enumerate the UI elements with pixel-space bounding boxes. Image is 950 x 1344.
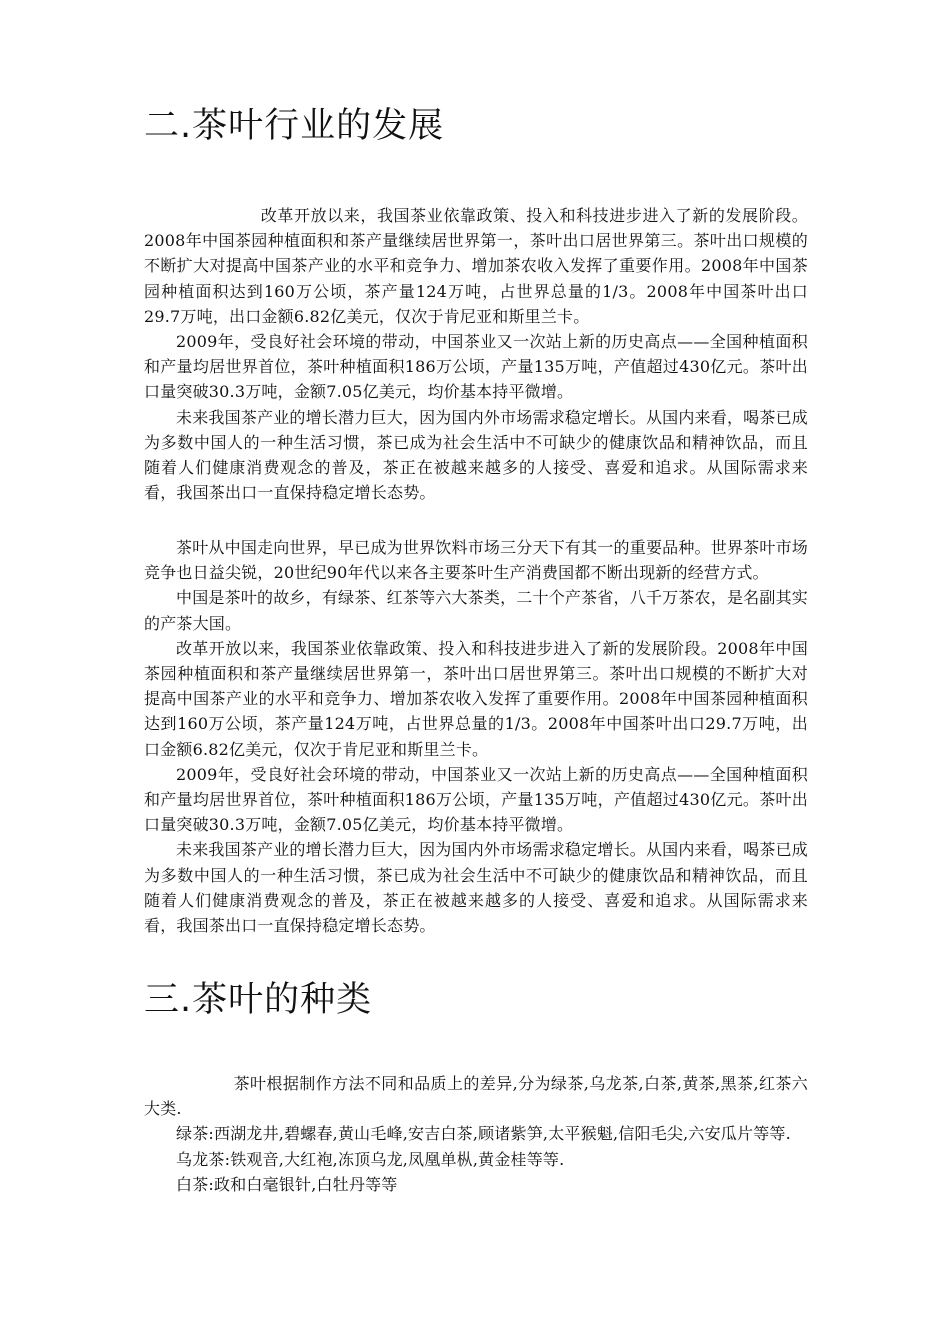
paragraph: 未来我国茶产业的增长潜力巨大，因为国内外市场需求稳定增长。从国内来看，喝茶已成为多数中国人的一种生活习惯，茶已成为社会生活中不可缺少的健康饮品和精神饮品，而且随着人们健康消费观念的普及，茶正在被越来越多的人接受、喜爱和追求。从国际需求来看，我国茶出口一直保持稳定增长态势。	[144, 840, 808, 936]
paragraph: 2009年，受良好社会环境的带动，中国茶业又一次站上新的历史高点——全国种植面积和产量均居世界首位，茶叶种植面积186万公顷，产量135万吨，产值超过430亿元。茶叶出口量突破30.3万吨，金额7.05亿美元，均价基本持平微增。	[144, 332, 808, 402]
section2-body-a	[144, 203, 808, 505]
section2-block	[144, 106, 808, 146]
section2-heading: 二.茶叶行业的发展	[144, 106, 445, 146]
section2-body-b	[144, 535, 808, 938]
paragraph: 茶叶从中国走向世界，早已成为世界饮料市场三分天下有其一的重要品种。世界茶叶市场竞争也日益尖锐，20世纪90年代以来各主要茶叶生产消费国都不断出现新的经营方式。	[144, 538, 808, 583]
section3-heading: 三.茶叶的种类	[144, 980, 373, 1020]
paragraph: 乌龙茶:铁观音,大红袍,冻顶乌龙,凤凰单枞,黄金桂等等.	[176, 1149, 565, 1169]
paragraph: 未来我国茶产业的增长潜力巨大，因为国内外市场需求稳定增长。从国内来看，喝茶已成为多数中国人的一种生活习惯，茶已成为社会生活中不可缺少的健康饮品和精神饮品，而且随着人们健康消费观念的普及，茶正在被越来越多的人接受、喜爱和追求。从国际需求来看，我国茶出口一直保持稳定增长态势。	[144, 407, 808, 503]
section3-block	[144, 980, 808, 1020]
paragraph: 茶叶根据制作方法不同和品质上的差异,分为绿茶,乌龙茶,白茶,黄茶,黑茶,红茶六大类.	[144, 1074, 808, 1119]
paragraph: 改革开放以来，我国茶业依靠政策、投入和科技进步进入了新的发展阶段。2008年中国茶园种植面积和茶产量继续居世界第一，茶叶出口居世界第三。茶叶出口规模的不断扩大对提高中国茶产业的水平和竞争力、增加茶农收入发挥了重要作用。2008年中国茶园种植面积达到160万公顷，茶产量124万吨，占世界总量的1/3。2008年中国茶叶出口29.7万吨，出口金额6.82亿美元，仅次于肯尼亚和斯里兰卡。	[144, 638, 808, 759]
paragraph: 中国是茶叶的故乡，有绿茶、红茶等六大茶类，二十个产茶省，八千万茶农，是名副其实的产茶大国。	[144, 588, 808, 633]
paragraph: 2009年，受良好社会环境的带动，中国茶业又一次站上新的历史高点——全国种植面积和产量均居世界首位，茶叶种植面积186万公顷，产量135万吨，产值超过430亿元。茶叶出口量突破30.3万吨，金额7.05亿美元，均价基本持平微增。	[144, 764, 808, 835]
paragraph: 改革开放以来，我国茶业依靠政策、投入和科技进步进入了新的发展阶段。2008年中国茶园种植面积和茶产量继续居世界第一，茶叶出口居世界第三。茶叶出口规模的不断扩大对提高中国茶产业的水平和竞争力、增加茶农收入发挥了重要作用。2008年中国茶园种植面积达到160万公顷，茶产量124万吨，占世界总量的1/3。2008年中国茶叶出口29.7万吨，出口金额6.82亿美元，仅次于肯尼亚和斯里兰卡。	[144, 206, 808, 326]
section3-body	[144, 1071, 808, 1197]
paragraph: 绿茶:西湖龙井,碧螺春,黄山毛峰,安吉白茶,顾诸紫笋,太平猴魁,信阳毛尖,六安瓜片等等.	[176, 1124, 791, 1144]
paragraph: 白茶:政和白毫银针,白牡丹等等	[176, 1174, 398, 1194]
